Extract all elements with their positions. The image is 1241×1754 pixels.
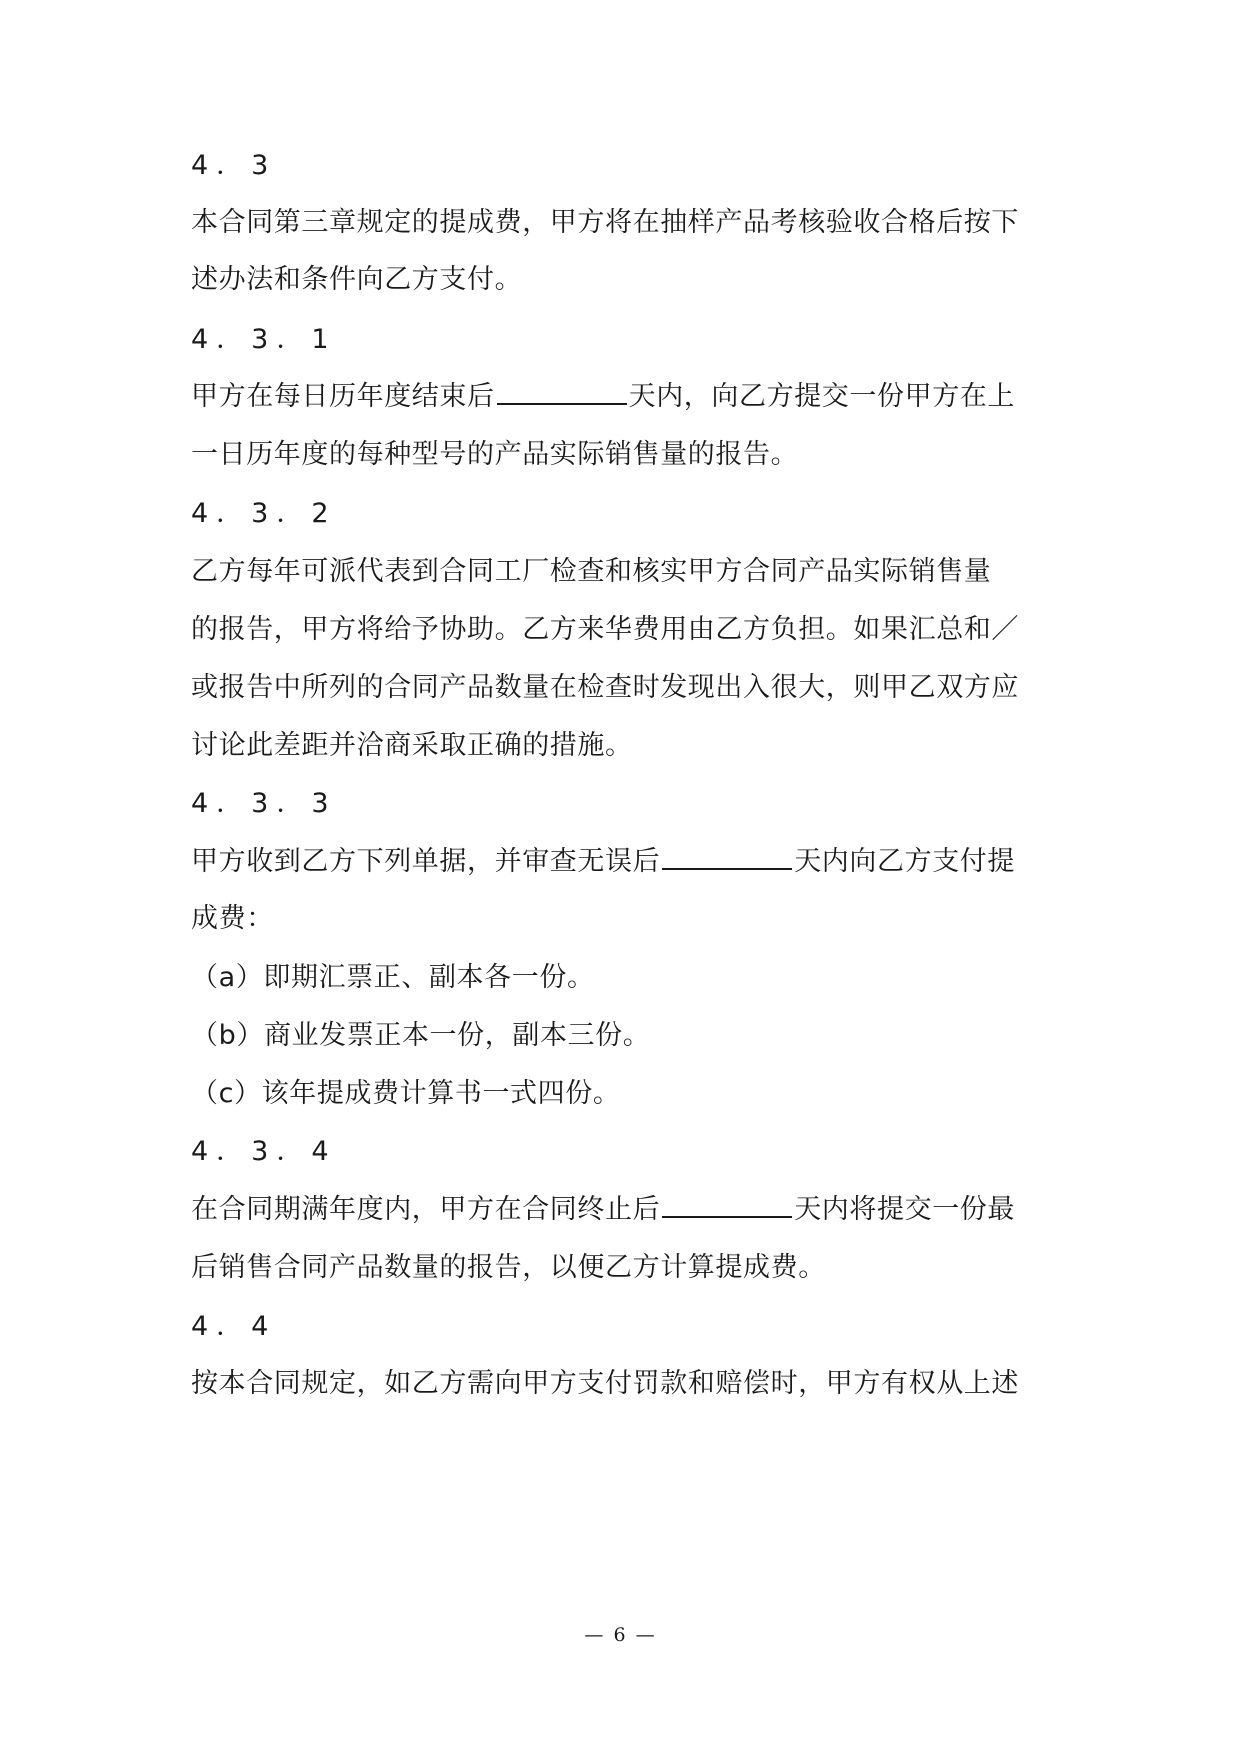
section-heading-4-3: 4．3 bbox=[191, 150, 277, 181]
list-item: （a）即期汇票正、副本各一份。 bbox=[191, 962, 595, 993]
page-number: — 6 — bbox=[584, 1624, 657, 1646]
paragraph-line: 乙方每年可派代表到合同工厂检查和核实甲方合同产品实际销售量 bbox=[191, 556, 992, 587]
list-item: （c）该年提成费计算书一式四份。 bbox=[191, 1078, 621, 1109]
paragraph-line: 述办法和条件向乙方支付。 bbox=[191, 264, 523, 295]
paragraph-line: 按本合同规定，如乙方需向甲方支付罚款和赔偿时，甲方有权从上述 bbox=[191, 1368, 1019, 1399]
fill-in-blank bbox=[662, 1192, 792, 1218]
text-fragment: 甲方收到乙方下列单据，并审查无误后 bbox=[191, 846, 661, 877]
text-fragment: 天内将提交一份最 bbox=[794, 1194, 1016, 1225]
paragraph-line bbox=[191, 1192, 1015, 1228]
section-heading-4-3-1: 4．3．1 bbox=[191, 324, 337, 355]
paragraph-line: 一日历年度的每种型号的产品实际销售量的报告。 bbox=[191, 439, 799, 470]
paragraph-line: 或报告中所列的合同产品数量在检查时发现出入很大，则甲乙双方应 bbox=[191, 672, 1019, 703]
section-heading-4-3-2: 4．3．2 bbox=[191, 498, 337, 529]
paragraph-line: 本合同第三章规定的提成费，甲方将在抽样产品考核验收合格后按下 bbox=[191, 207, 1019, 238]
paragraph-line: 成费： bbox=[191, 903, 274, 934]
fill-in-blank bbox=[662, 844, 792, 870]
list-item: （b）商业发票正本一份，副本三份。 bbox=[191, 1020, 651, 1051]
section-heading-4-3-4: 4．3．4 bbox=[191, 1136, 337, 1167]
paragraph-line bbox=[191, 379, 1015, 415]
fill-in-blank bbox=[497, 379, 627, 405]
text-fragment: 天内向乙方支付提 bbox=[794, 846, 1016, 877]
text-fragment: 甲方在每日历年度结束后 bbox=[191, 381, 495, 412]
text-fragment: 天内，向乙方提交一份甲方在上 bbox=[628, 381, 1016, 412]
paragraph-line bbox=[191, 844, 1015, 880]
paragraph-line: 讨论此差距并洽商采取正确的措施。 bbox=[191, 730, 633, 761]
section-heading-4-4: 4．4 bbox=[191, 1311, 277, 1342]
text-fragment: 在合同期满年度内，甲方在合同终止后 bbox=[191, 1194, 661, 1225]
section-heading-4-3-3: 4．3．3 bbox=[191, 788, 337, 819]
paragraph-line: 的报告，甲方将给予协助。乙方来华费用由乙方负担。如果汇总和／ bbox=[191, 614, 1019, 645]
paragraph-line: 后销售合同产品数量的报告，以便乙方计算提成费。 bbox=[191, 1252, 826, 1283]
